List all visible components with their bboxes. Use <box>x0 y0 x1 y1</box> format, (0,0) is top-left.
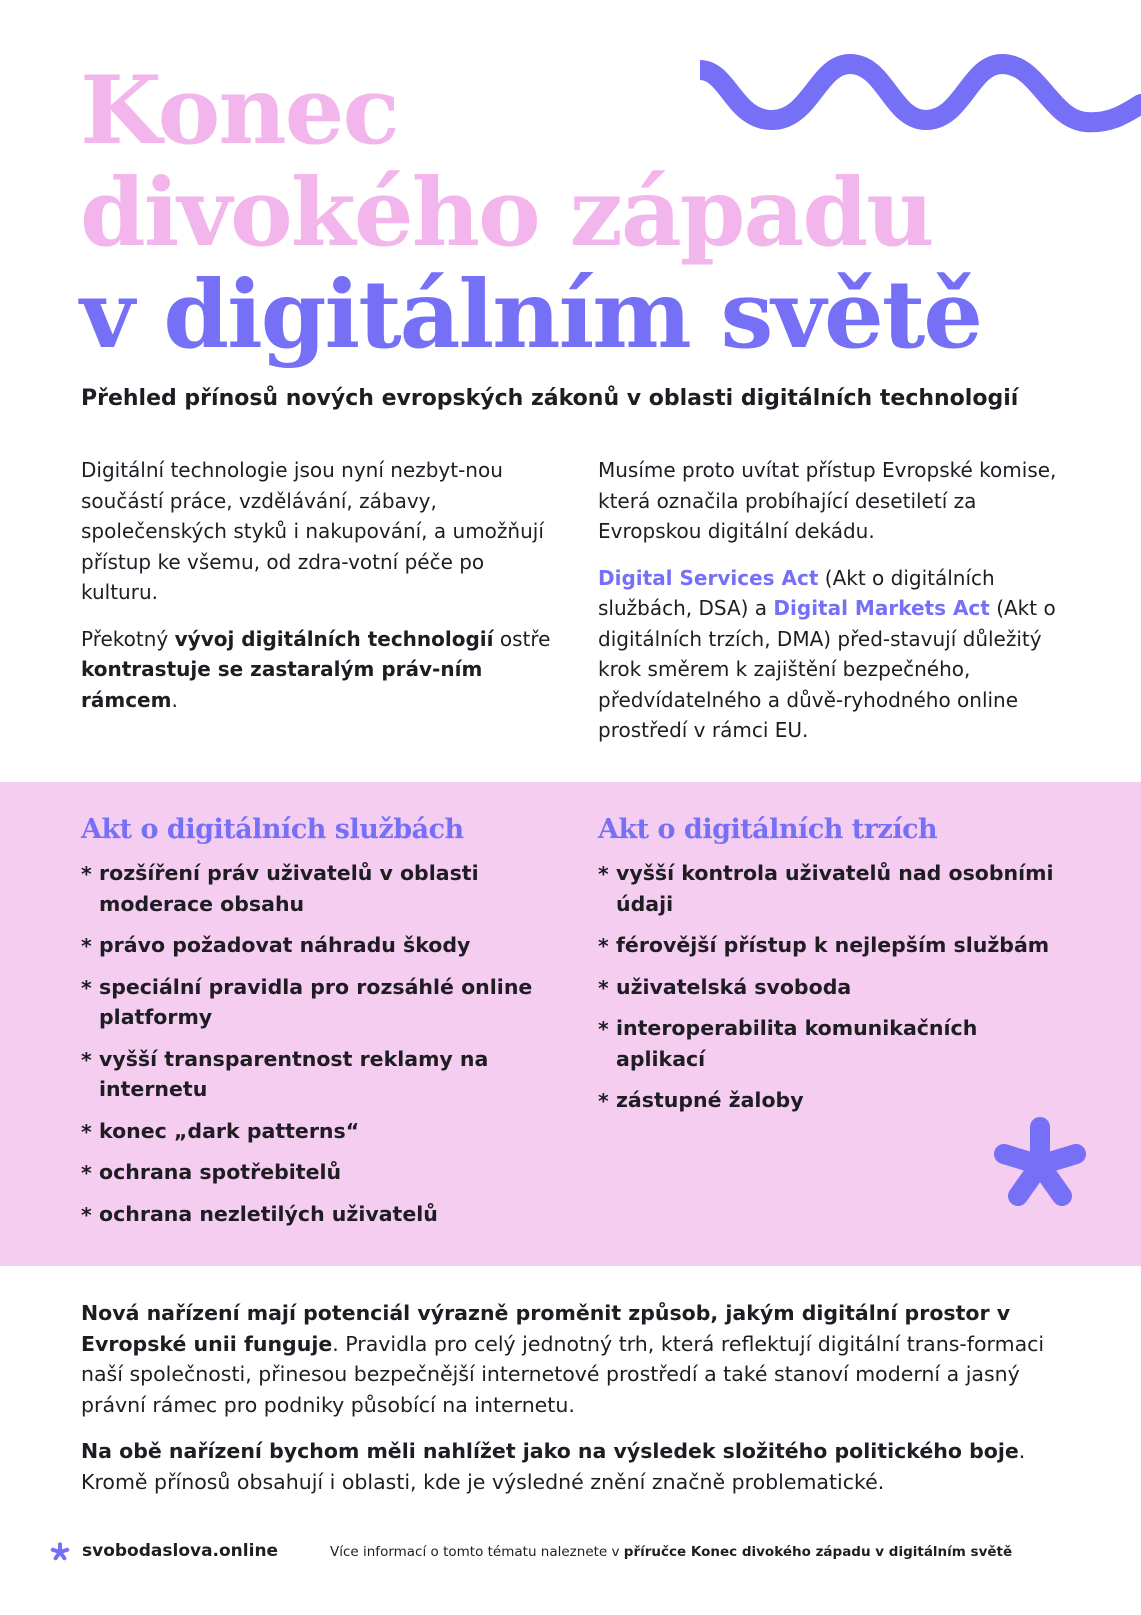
dsa-heading: Akt o digitálních službách <box>81 814 464 845</box>
intro-left-column <box>81 455 551 731</box>
intro-paragraph-1: Digitální technologie jsou nyní nezbyt-nou součástí práce, vzdělávání, zábavy, společenských styků i nakupování, a umožňují přístup ke všemu, od zdra-votní péče po kulturu. <box>81 458 544 604</box>
text-fragment: (Akt o digitálních trzích, DMA) před-stavují důležitý krok směrem k zajištění bezpečného, předvídatelného a důvě-ryhodného online prostředí v rámci EU. <box>598 596 1056 742</box>
dma-heading: Akt o digitálních trzích <box>598 814 938 845</box>
handbook-reference: příručce Konec divokého západu v digitálním světě <box>623 1544 1013 1560</box>
dsa-list-item: * ochrana spotřebitelů <box>81 1157 541 1188</box>
intro-paragraph-4 <box>598 563 1078 746</box>
emphasis-text: vývoj digitálních technologií <box>174 626 494 651</box>
dma-list-item: * vyšší kontrola uživatelů nad osobními údaji <box>598 858 1058 919</box>
dsa-section <box>81 812 541 1240</box>
conclusion <box>81 1298 1061 1513</box>
title-line-3: v digitálním světě <box>80 260 982 370</box>
dsa-list-item: * právo požadovat náhradu škody <box>81 930 541 961</box>
intro-paragraph-2 <box>81 624 551 716</box>
dma-list-item: * uživatelská svoboda <box>598 972 1058 1003</box>
asterisk-icon <box>50 1542 70 1562</box>
conclusion-paragraph-2 <box>81 1436 1061 1497</box>
conclusion-paragraph-1 <box>81 1298 1061 1420</box>
text-fragment: . Kromě přínosů obsahují i oblasti, kde je výsledné znění značně problematické. <box>81 1439 1026 1494</box>
asterisk-icon <box>990 1115 1090 1215</box>
page-title <box>80 56 982 370</box>
dsa-list-item: * ochrana nezletilých uživatelů <box>81 1199 541 1230</box>
text-fragment: . Pravidla pro celý jednotný trh, která reflektují digitální trans-formaci naší společnosti, přinesou bezpečnější internetové prostředí a také stanoví moderní a jasný právní rámec pro podniky působící na internetu. <box>81 1331 1045 1417</box>
website-link[interactable]: svobodaslova.online <box>82 1541 279 1561</box>
dma-list <box>598 858 1058 1116</box>
dsa-list-item: * konec „dark patterns“ <box>81 1116 541 1147</box>
intro-right-column <box>598 455 1078 762</box>
text-fragment: Více informací o tomto tématu naleznete v <box>330 1544 624 1560</box>
emphasis-text: kontrastuje se zastaralým práv-ním rámcem <box>81 657 483 712</box>
text-fragment: ostře <box>493 626 551 651</box>
dsa-list <box>81 858 541 1229</box>
dma-list-item: * zástupné žaloby <box>598 1085 1058 1116</box>
dsa-link[interactable]: Digital Services Act <box>598 565 819 590</box>
dma-list-item: * interoperabilita komunikačních aplikací <box>598 1013 1058 1074</box>
title-line-1: Konec <box>80 56 398 166</box>
intro-paragraph-3: Musíme proto uvítat přístup Evropské komise, která označila probíhající desetiletí za Evropskou digitální dekádu. <box>598 458 1057 543</box>
emphasis-text: Na obě nařízení bychom měli nahlížet jako na výsledek složitého politického boje <box>81 1439 1019 1463</box>
title-line-2: divokého západu <box>80 158 933 268</box>
dma-link[interactable]: Digital Markets Act <box>773 596 990 620</box>
subtitle: Přehled přínosů nových evropských zákonů v oblasti digitálních technologií <box>81 386 1019 411</box>
dsa-list-item: * vyšší transparentnost reklamy na internetu <box>81 1044 541 1105</box>
dma-list-item: * férovější přístup k nejlepším službám <box>598 930 1058 961</box>
emphasis-text: Nová nařízení mají potenciál výrazně proměnit způsob, jakým digitální prostor v Evropské unii funguje <box>81 1301 1011 1356</box>
text-fragment: (Akt o digitálních službách, DSA) a <box>598 565 995 620</box>
dma-section <box>598 812 1058 1127</box>
text-fragment: . <box>171 687 178 712</box>
dsa-list-item: * rozšíření práv uživatelů v oblasti moderace obsahu <box>81 858 541 919</box>
more-info-text <box>330 1544 1012 1560</box>
text-fragment: Překotný <box>81 626 175 651</box>
footer <box>0 1538 1141 1568</box>
dsa-list-item: * speciální pravidla pro rozsáhlé online platformy <box>81 972 541 1033</box>
